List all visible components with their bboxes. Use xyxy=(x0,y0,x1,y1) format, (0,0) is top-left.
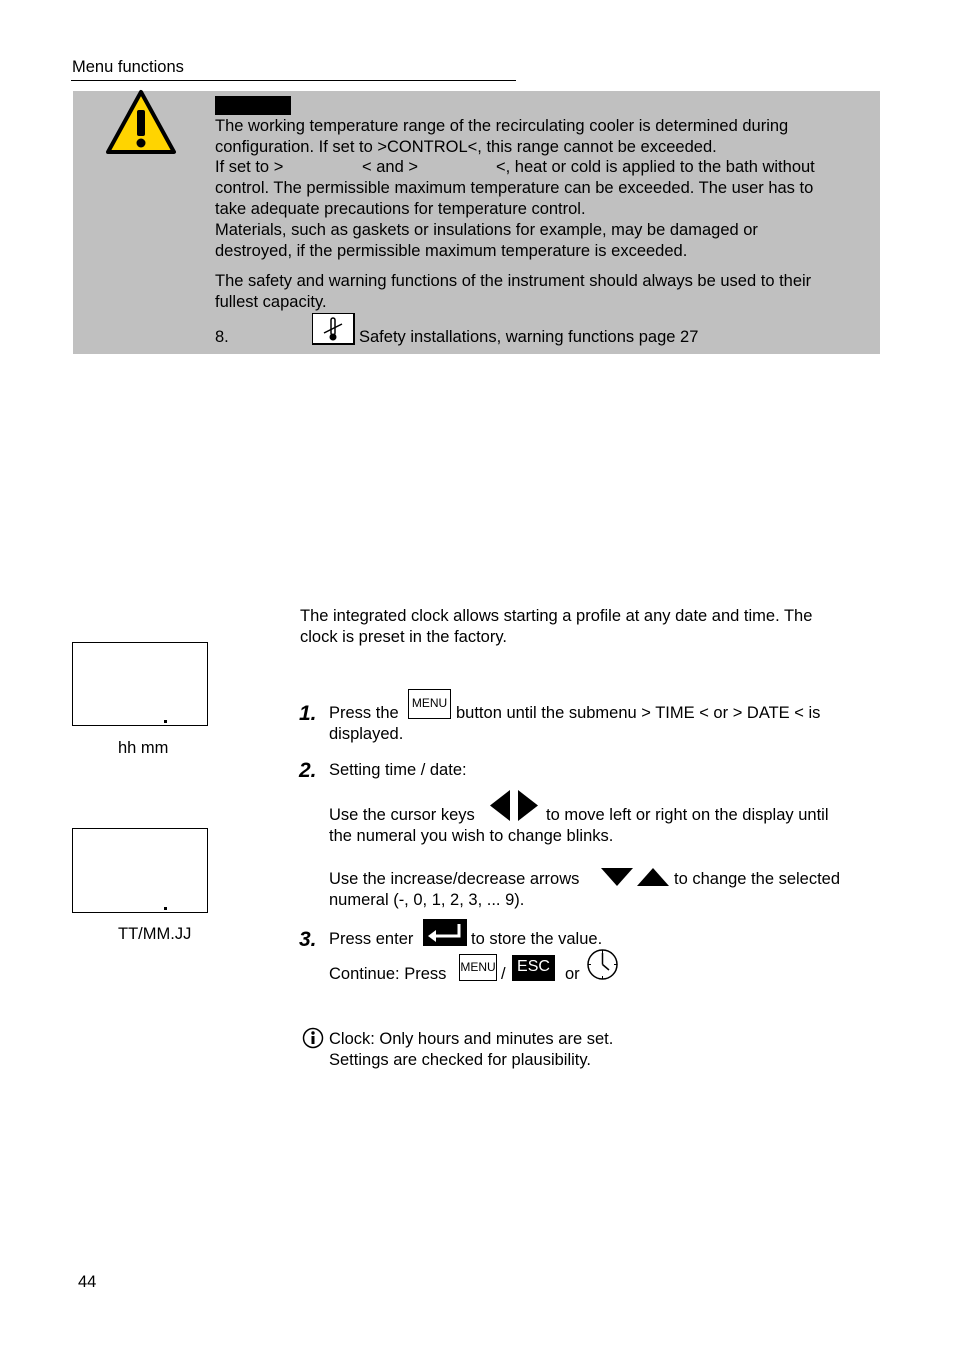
reference-text: Safety installations, warning functions page 27 xyxy=(359,328,699,346)
warning-text-line: destroyed, if the permissible maximum temperature is exceeded. xyxy=(215,242,688,260)
section-title: Menu functions xyxy=(72,58,184,76)
warning-ifset-part2: < and > xyxy=(362,158,418,176)
step-number: 2. xyxy=(299,759,317,782)
step1-text-before: Press the xyxy=(329,704,399,722)
warning-ifset-part3: <, heat or cold is applied to the bath without xyxy=(496,158,815,176)
warning-ifset-part1: If set to > xyxy=(215,158,284,176)
intro-line: clock is preset in the factory. xyxy=(300,628,507,646)
cursor-keys-line2: the numeral you wish to change blinks. xyxy=(329,827,614,845)
arrows-text-after: to change the selected xyxy=(674,870,841,888)
warning-text-line: control. The permissible maximum temperature can be exceeded. The user has to xyxy=(215,179,814,197)
intro-line: The integrated clock allows starting a profile at any date and time. The xyxy=(300,607,813,625)
warning-text-line: Materials, such as gaskets or insulations for example, may be damaged or xyxy=(215,221,758,239)
arrows-line2: numeral (-, 0, 1, 2, 3, ... 9). xyxy=(329,891,525,909)
step1-text-line2: displayed. xyxy=(329,725,404,743)
menu-key-icon: MENU xyxy=(459,954,497,981)
display-dot xyxy=(164,907,167,910)
cursor-keys-text-after: to move left or right on the display until xyxy=(546,806,829,824)
step-number: 1. xyxy=(299,702,317,725)
warning-label-bar xyxy=(215,96,291,115)
warning-text-line: The working temperature range of the recirculating cooler is determined during xyxy=(215,117,789,135)
time-display xyxy=(72,642,208,726)
cursor-left-right-icon xyxy=(489,789,539,822)
step3-text-before: Press enter xyxy=(329,930,414,948)
warning-triangle-icon xyxy=(105,88,177,156)
display-dot xyxy=(164,720,167,723)
reference-number: 8. xyxy=(215,328,229,346)
step-number: 3. xyxy=(299,928,317,951)
menu-key-icon: MENU xyxy=(408,689,451,719)
arrows-text: Use the increase/decrease arrows xyxy=(329,870,580,888)
warning-text-line: configuration. If set to >CONTROL<, this range cannot be exceeded. xyxy=(215,138,717,156)
separator: / xyxy=(501,965,506,983)
date-display xyxy=(72,828,208,913)
enter-key-icon xyxy=(423,919,467,946)
esc-key-icon: ESC xyxy=(512,955,555,981)
step3-text-after: to store the value. xyxy=(471,930,603,948)
time-format-label: hh mm xyxy=(118,739,169,757)
date-format-label: TT/MM.JJ xyxy=(118,925,192,943)
continue-label: Continue: Press xyxy=(329,965,447,983)
info-note-line: Settings are checked for plausibility. xyxy=(329,1051,591,1069)
down-up-arrows-icon xyxy=(600,866,670,888)
step1-text-after: button until the submenu > TIME < or > DATE < is xyxy=(456,704,821,722)
info-icon xyxy=(302,1027,324,1049)
thermometer-icon xyxy=(312,313,355,345)
warning-text-line: take adequate precautions for temperature control. xyxy=(215,200,586,218)
info-note-line: Clock: Only hours and minutes are set. xyxy=(329,1030,614,1048)
or-label: or xyxy=(565,965,580,983)
header-divider xyxy=(71,80,516,81)
page-number: 44 xyxy=(78,1273,97,1291)
warning-text-line: fullest capacity. xyxy=(215,293,327,311)
warning-text-line: The safety and warning functions of the instrument should always be used to their xyxy=(215,272,812,290)
step2-title: Setting time / date: xyxy=(329,761,467,779)
clock-icon xyxy=(586,948,619,981)
cursor-keys-text: Use the cursor keys xyxy=(329,806,475,824)
